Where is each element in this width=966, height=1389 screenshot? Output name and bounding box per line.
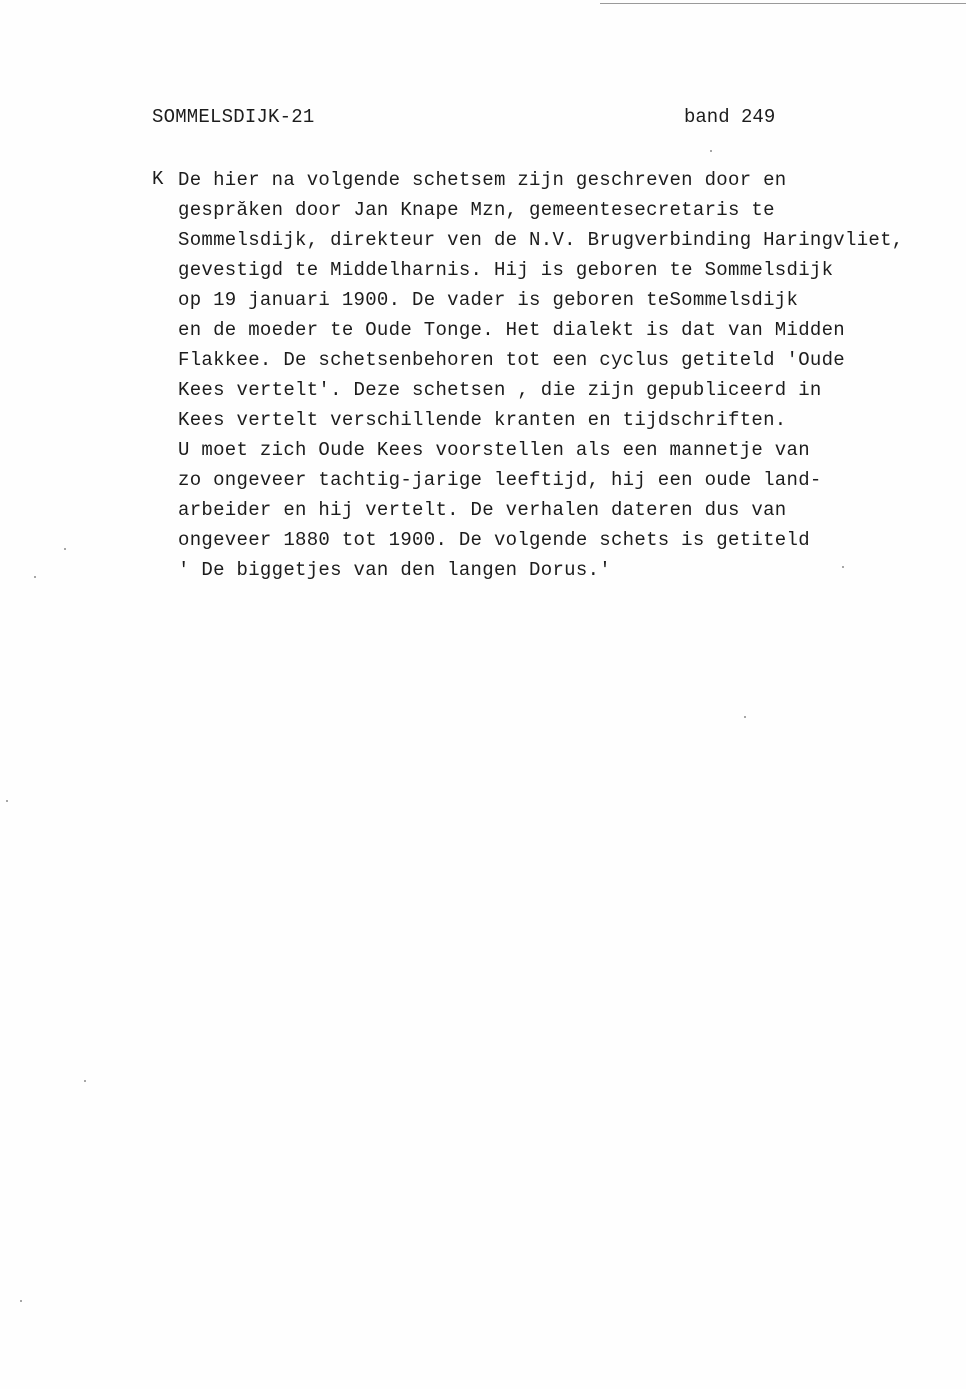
text-line-13: ongeveer 1880 tot 1900. De volgende schets is getiteld [178, 529, 810, 551]
text-line-7: Flakkee. De schetsenbehoren tot een cyclus getiteld 'Oude [178, 349, 846, 371]
text-line-14: ' De biggetjes van den langen Dorus.' [178, 559, 611, 581]
top-edge-line [600, 3, 966, 4]
text-line-11: zo ongeveer tachtig-jarige leeftijd, hij een oude land- [178, 469, 822, 491]
text-line-5: op 19 januari 1900. De vader is geboren teSommelsdijk [178, 289, 799, 311]
text-line-9: Kees vertelt verschillende kranten en tijdschriften. [178, 409, 787, 431]
scan-speck [64, 548, 66, 550]
text-line-10: U moet zich Oude Kees voorstellen als een mannetje van [178, 439, 810, 461]
scan-speck [84, 1080, 86, 1082]
text-line-8: Kees vertelt'. Deze schetsen , die zijn gepubliceerd in [178, 379, 822, 401]
text-line-4: gevestigd te Middelharnis. Hij is geboren te Sommelsdijk [178, 259, 834, 281]
scan-speck [842, 566, 844, 568]
text-line-6: en de moeder te Oude Tonge. Het dialekt is dat van Midden [178, 319, 846, 341]
scan-speck [710, 150, 712, 152]
text-line-1: De hier na volgende schetsem zijn geschreven door en [178, 169, 787, 191]
scan-speck [20, 1300, 22, 1302]
scan-speck [744, 716, 746, 718]
scan-speck [34, 576, 36, 578]
text-line-3: Sommelsdijk, direkteur ven de N.V. Brugverbinding Haringvliet, [178, 229, 904, 251]
margin-marker: K [152, 168, 164, 190]
scan-speck [6, 800, 8, 802]
band-number: band 249 [684, 106, 776, 128]
document-id: SOMMELSDIJK-21 [152, 106, 315, 128]
text-line-12: arbeider en hij vertelt. De verhalen dateren dus van [178, 499, 787, 521]
text-line-2: gesprăken door Jan Knape Mzn, gemeentesecretaris te [178, 199, 775, 221]
